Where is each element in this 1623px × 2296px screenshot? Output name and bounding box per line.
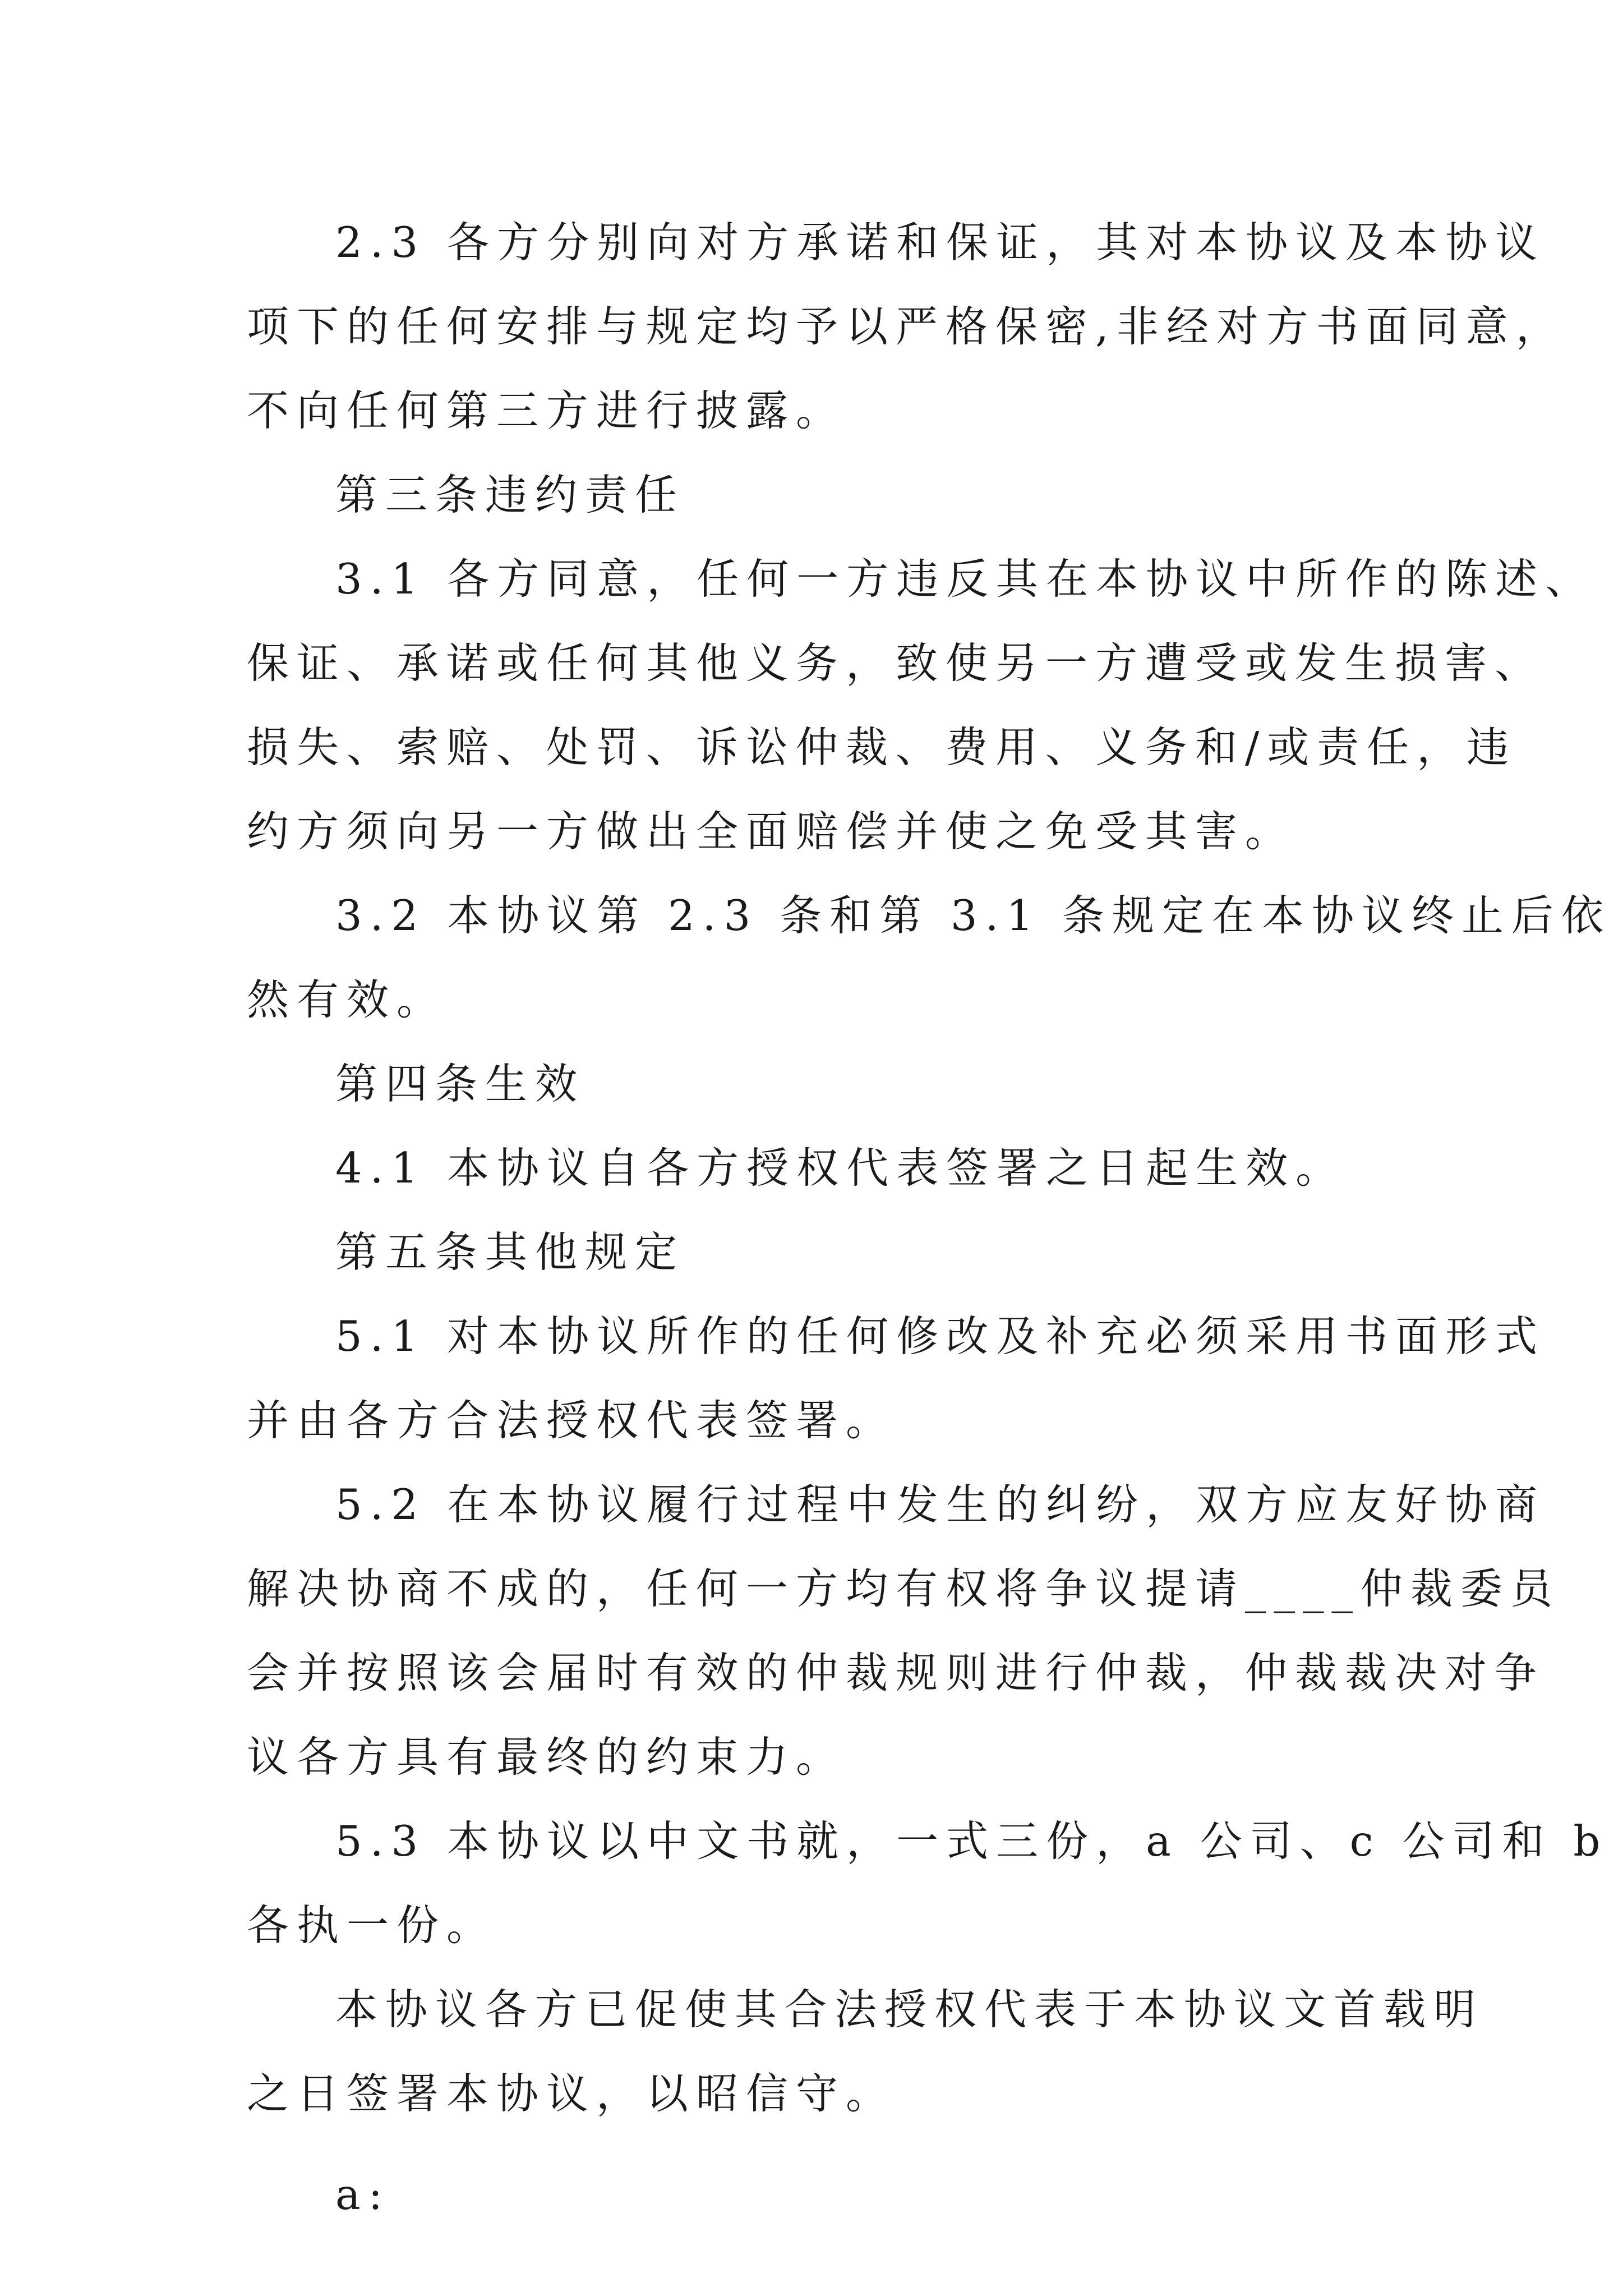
paragraph-5-3-line-2: 各执一份。 [247, 1901, 497, 1950]
signature-label-a: a: [335, 2170, 390, 2219]
heading-article-3: 第三条违约责任 [335, 470, 685, 519]
paragraph-5-2-line-1: 5.2 在本协议履行过程中发生的纠纷，双方应友好协商 [335, 1480, 1546, 1529]
paragraph-3-1-line-2: 保证、承诺或任何其他义务，致使另一方遭受或发生损害、 [247, 638, 1545, 688]
paragraph-5-3-line-1: 5.3 本协议以中文书就，一式三份，a 公司、c 公司和 b [335, 1816, 1608, 1866]
heading-article-5: 第五条其他规定 [335, 1227, 685, 1277]
heading-article-4: 第四条生效 [335, 1059, 585, 1108]
paragraph-3-1-line-4: 约方须向另一方做出全面赔偿并使之免受其害。 [247, 807, 1295, 856]
paragraph-4-1: 4.1 本协议自各方授权代表签署之日起生效。 [335, 1143, 1346, 1193]
paragraph-5-1-line-2: 并由各方合法授权代表签署。 [247, 1396, 896, 1445]
paragraph-5-1-line-1: 5.1 对本协议所作的任何修改及补充必须采用书面形式 [335, 1312, 1546, 1361]
paragraph-3-2-line-1: 3.2 本协议第 2.3 条和第 3.1 条规定在本协议终止后依 [335, 891, 1612, 940]
paragraph-3-1-line-3: 损失、索赔、处罚、诉讼仲裁、费用、义务和/或责任，违 [247, 723, 1517, 772]
closing-statement-line-1: 本协议各方已促使其合法授权代表于本协议文首载明 [335, 1985, 1484, 2034]
paragraph-5-2-line-3: 会并按照该会届时有效的仲裁规则进行仲裁，仲裁裁决对争 [247, 1648, 1545, 1697]
paragraph-5-2-line-2: 解决协商不成的，任何一方均有权将争议提请____仲裁委员 [247, 1564, 1561, 1613]
closing-statement-line-2: 之日签署本协议，以昭信守。 [247, 2069, 896, 2118]
paragraph-5-2-line-4: 议各方具有最终的约束力。 [247, 1732, 846, 1782]
paragraph-3-2-line-2: 然有效。 [247, 975, 447, 1024]
paragraph-2-3-line-2: 项下的任何安排与规定均予以严格保密,非经对方书面同意， [247, 302, 1566, 351]
paragraph-2-3-line-3: 不向任何第三方进行披露。 [247, 386, 846, 435]
paragraph-2-3-line-1: 2.3 各方分别向对方承诺和保证，其对本协议及本协议 [335, 218, 1546, 267]
paragraph-3-1-line-1: 3.1 各方同意，任何一方违反其在本协议中所作的陈述、 [335, 554, 1596, 604]
